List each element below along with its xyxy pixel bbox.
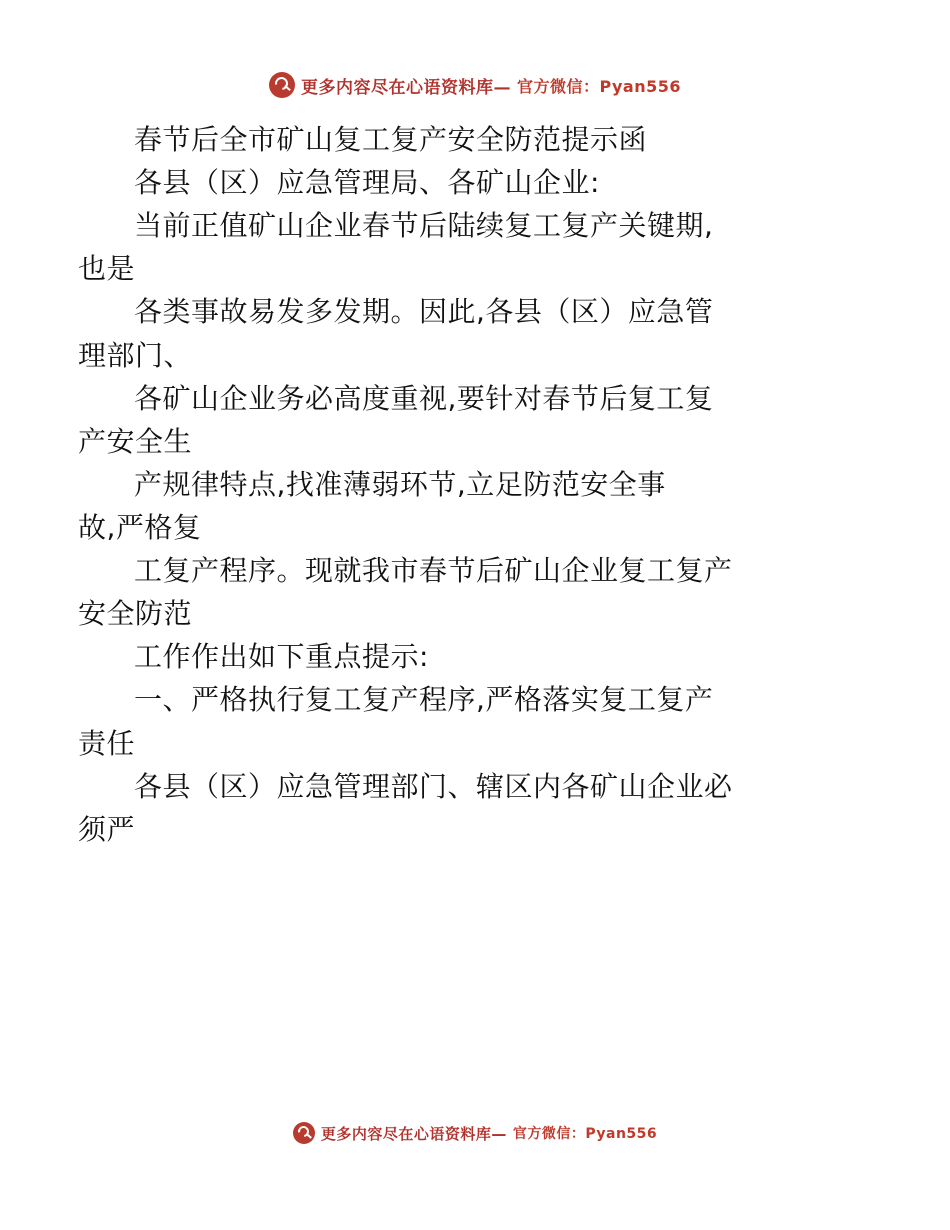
doc-line: 各县（区）应急管理局、各矿山企业: xyxy=(134,166,600,200)
doc-line: 须严 xyxy=(78,812,136,846)
promo-text-bottom: 更多内容尽在心语资料库— xyxy=(320,1124,507,1143)
promo-banner-top xyxy=(0,72,950,98)
doc-line: 产规律特点,找准薄弱环节,立足防范安全事 xyxy=(134,467,666,501)
promo-wechat-top: 官方微信：Pyan556 xyxy=(516,76,682,96)
doc-line: 也是 xyxy=(78,252,136,286)
doc-line: 各县（区）应急管理部门、辖区内各矿山企业必 xyxy=(134,769,733,803)
doc-line: 春节后全市矿山复工复产安全防范提示函 xyxy=(134,123,648,156)
doc-line: 工作作出如下重点提示: xyxy=(134,640,429,674)
doc-line: 各矿山企业务必高度重视,要针对春节后复工复 xyxy=(134,381,714,415)
promo-banner-bottom xyxy=(0,1122,950,1144)
doc-line: 一、严格执行复工复产程序,严格落实复工复产 xyxy=(134,683,714,717)
doc-line: 工复产程序。现就我市春节后矿山企业复工复产 xyxy=(134,554,733,588)
promo-text-top: 更多内容尽在心语资料库— xyxy=(300,77,511,98)
doc-line: 产安全生 xyxy=(78,424,193,458)
promo-wechat-bottom: 官方微信：Pyan556 xyxy=(512,1126,658,1142)
doc-line: 故,严格复 xyxy=(78,510,202,544)
doc-line: 当前正值矿山企业春节后陆续复工复产关键期, xyxy=(134,209,714,243)
doc-line: 理部门、 xyxy=(78,338,193,372)
circle-logo-icon xyxy=(269,72,295,98)
circle-logo-icon xyxy=(293,1122,315,1144)
doc-line: 各类事故易发多发期。因此,各县（区）应急管 xyxy=(134,295,714,329)
document-text-body xyxy=(78,118,878,851)
doc-line: 责任 xyxy=(78,726,136,760)
doc-line: 安全防范 xyxy=(78,597,193,631)
